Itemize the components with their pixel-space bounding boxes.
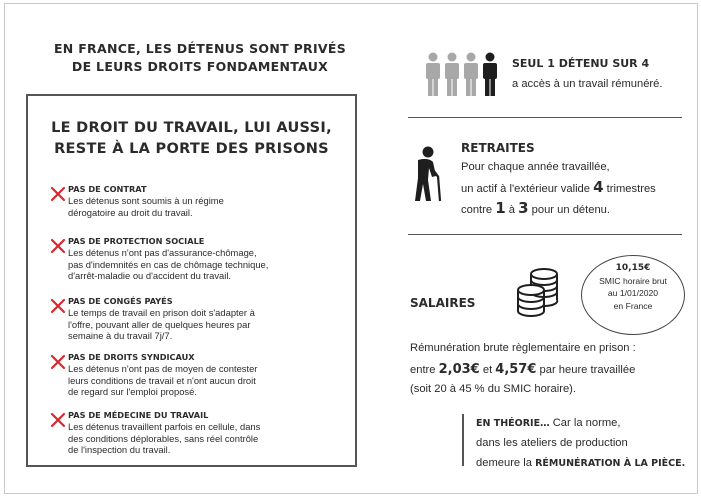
divider xyxy=(408,117,682,118)
cross-icon xyxy=(50,186,66,202)
headline-line-1: EN FRANCE, LES DÉTENUS SONT PRIVÉS xyxy=(53,41,347,56)
item-text-line: Les détenus sont soumis à un régime xyxy=(68,195,224,206)
smic-value: 10,15€ xyxy=(615,263,651,273)
highlight-number: 1 xyxy=(495,199,506,217)
labor-law-box xyxy=(26,94,357,467)
box-title-line-2: RESTE À LA PORTE DES PRISONS xyxy=(54,141,329,157)
item-text-line: Le temps de travail en prison doit s'adapter à xyxy=(68,307,255,318)
box-title-line-1: LE DROIT DU TRAVAIL, LUI AUSSI, xyxy=(51,120,332,136)
cross-icon xyxy=(50,298,66,314)
item-text-line: Les détenus n'ont pas de moyen de contester xyxy=(68,363,258,374)
text-segment: demeure la xyxy=(476,457,536,469)
item-heading: PAS DE CONGÉS PAYÉS xyxy=(68,296,173,306)
quote-bar xyxy=(462,414,464,466)
salaires-line-3: (soit 20 à 45 % du SMIC horaire). xyxy=(410,383,577,395)
item-contrat xyxy=(68,184,348,218)
item-heading: PAS DE MÉDECINE DU TRAVAIL xyxy=(68,410,209,420)
item-droits-syndicaux xyxy=(68,352,348,398)
headline-line-2: DE LEURS DROITS FONDAMENTAUX xyxy=(71,59,329,74)
box-title xyxy=(28,118,355,160)
smic-circle xyxy=(581,255,685,335)
item-text-line: des conditions déplorables, sans réel contrôle xyxy=(68,432,259,444)
item-protection-sociale xyxy=(68,236,348,282)
coins-icon xyxy=(514,266,562,318)
salaires-line-1: Rémunération brute règlementaire en prison : xyxy=(410,342,636,354)
theorie-line-1 xyxy=(476,414,620,433)
item-text-line: leurs conditions de travail et n'ont aucun droit xyxy=(68,374,256,386)
theorie-emphasis: EN THÉORIE… xyxy=(476,418,550,429)
smic-line: au 1/01/2020 xyxy=(607,288,659,298)
item-text-line: dérogatoire au droit du travail. xyxy=(68,206,193,218)
highlight-number: 3 xyxy=(518,199,529,217)
smic-line: en France xyxy=(613,300,653,311)
item-text-line: d'arrêt-maladie ou d'accident du travail. xyxy=(68,270,232,281)
item-heading: PAS DE PROTECTION SOCIALE xyxy=(68,236,205,246)
text-segment: pour un détenu. xyxy=(528,204,611,216)
item-text-line: semaine à du travail 7j/7. xyxy=(68,330,173,341)
retraites-line-3 xyxy=(461,199,610,220)
people-icon xyxy=(424,52,500,98)
item-medecine-du-travail xyxy=(68,410,348,456)
item-text-line: pas d'indemnités en cas de chômage technique, xyxy=(68,258,269,270)
text-segment: entre xyxy=(410,364,439,376)
retraites-line-2 xyxy=(461,178,656,199)
item-text-line: Les détenus n'ont pas d'assurance-chômage, xyxy=(68,247,257,258)
page-headline xyxy=(40,40,360,76)
retraites-line-1: Pour chaque année travaillée, xyxy=(461,161,610,173)
item-text-line: de regard sur l'emploi proposé. xyxy=(68,386,197,397)
text-segment: trimestres xyxy=(603,183,656,195)
salaires-line-2 xyxy=(410,360,635,380)
item-text-line: l'offre, pouvant aller de quelques heures par xyxy=(68,318,251,330)
elderly-person-icon xyxy=(406,146,452,202)
text-segment: par heure travaillée xyxy=(536,364,636,376)
cross-icon xyxy=(50,412,66,428)
item-text-line: de l'inspection du travail. xyxy=(68,444,171,455)
highlight-number: 4,57€ xyxy=(495,362,537,377)
smic-line: SMIC horaire brut xyxy=(599,275,667,286)
text-segment: un actif à l'extérieur valide xyxy=(461,183,594,195)
theorie-line-3 xyxy=(476,454,685,473)
text-segment: contre xyxy=(461,204,496,216)
retraites-heading: RETRAITES xyxy=(461,141,535,155)
item-text-line: Les détenus travaillent parfois en cellule, dans xyxy=(68,421,261,432)
cross-icon xyxy=(50,354,66,370)
highlight-number: 2,03€ xyxy=(438,362,480,377)
travail-heading: SEUL 1 DÉTENU SUR 4 xyxy=(512,57,650,70)
text-segment: et xyxy=(479,364,496,376)
highlight-number: 4 xyxy=(593,178,604,196)
item-heading: PAS DE CONTRAT xyxy=(68,184,147,194)
text-segment: à xyxy=(505,204,519,216)
item-heading: PAS DE DROITS SYNDICAUX xyxy=(68,352,195,362)
divider xyxy=(408,234,682,235)
theorie-emphasis: RÉMUNÉRATION À LA PIÈCE. xyxy=(535,458,686,469)
cross-icon xyxy=(50,238,66,254)
item-conges-payes xyxy=(68,296,348,342)
text-segment: Car la norme, xyxy=(549,417,621,429)
theorie-line-2: dans les ateliers de production xyxy=(476,437,628,449)
salaires-heading: SALAIRES xyxy=(410,296,476,310)
travail-text: a accès à un travail rémunéré. xyxy=(512,78,663,90)
